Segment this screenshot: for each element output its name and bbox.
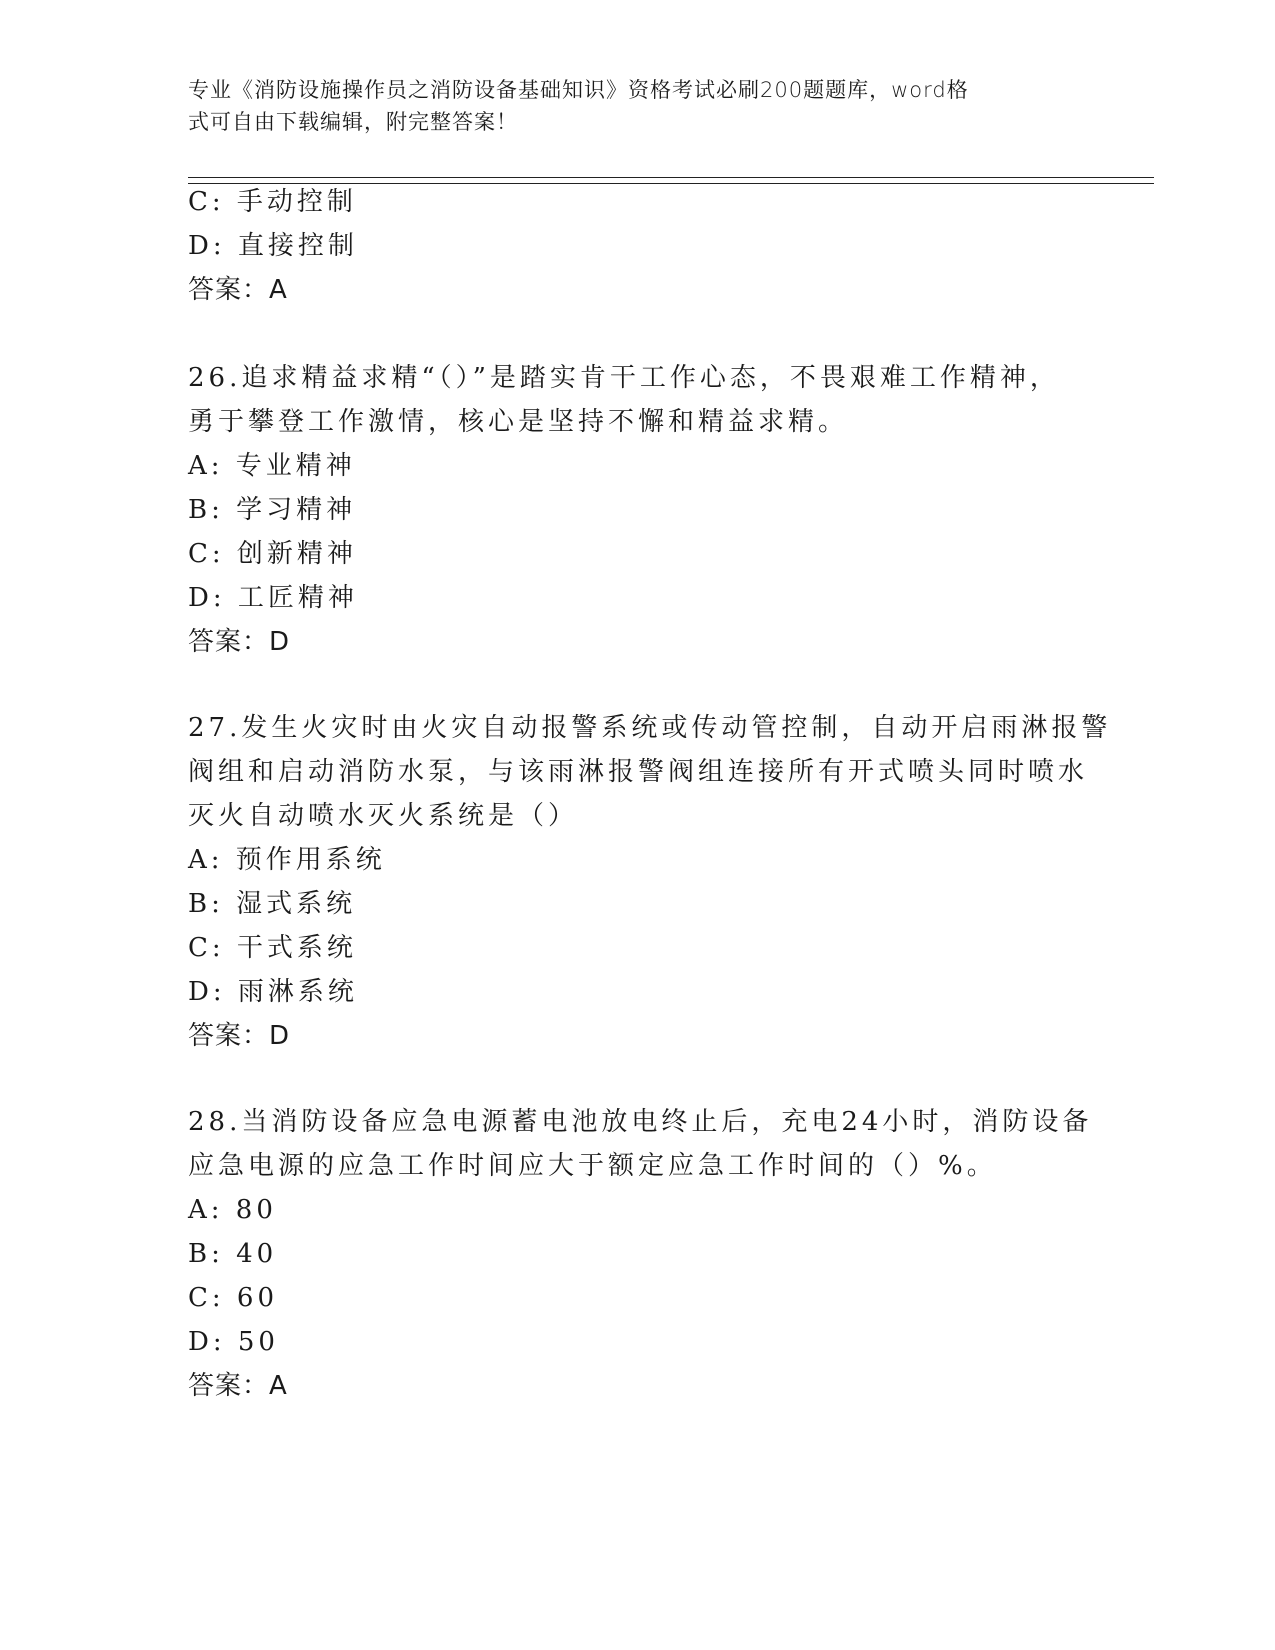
q26-option-c: C: 创新精神 bbox=[188, 539, 357, 569]
header-line-2: 式可自由下载编辑，附完整答案！ bbox=[188, 110, 518, 134]
q26-option-d: D: 工匠精神 bbox=[188, 583, 358, 613]
q28-option-a: A: 80 bbox=[188, 1195, 277, 1225]
q27-stem-line-3: 灭火自动喷水灭火系统是（） bbox=[188, 801, 579, 831]
q28-option-b: B: 40 bbox=[188, 1239, 278, 1269]
q26-stem-line-2: 勇于攀登工作激情，核心是坚持不懈和精益求精。 bbox=[188, 407, 849, 437]
q27-stem-line-1: 27.发生火灾时由火灾自动报警系统或传动管控制，自动开启雨淋报警 bbox=[188, 713, 1112, 743]
q28-stem-line-2: 应急电源的应急工作时间应大于额定应急工作时间的（）%。 bbox=[188, 1151, 997, 1181]
q27-stem-line-2: 阀组和启动消防水泵，与该雨淋报警阀组连接所有开式喷头同时喷水 bbox=[188, 757, 1089, 787]
q27-option-c: C: 干式系统 bbox=[188, 933, 357, 963]
q26-answer: 答案：D bbox=[188, 627, 291, 657]
q28-option-d: D: 50 bbox=[188, 1327, 279, 1357]
q25-option-c: C: 手动控制 bbox=[188, 187, 357, 217]
header-line-1: 专业《消防设施操作员之消防设备基础知识》资格考试必刷200题题库，word格 bbox=[188, 78, 969, 102]
q26-option-b: B: 学习精神 bbox=[188, 495, 357, 525]
q28-option-c: C: 60 bbox=[188, 1283, 279, 1313]
q26-stem-line-1: 26.追求精益求精“（）”是踏实肯干工作心态，不畏艰难工作精神， bbox=[188, 363, 1060, 393]
header-divider-bottom bbox=[188, 183, 1154, 184]
q27-option-b: B: 湿式系统 bbox=[188, 889, 357, 919]
q27-answer: 答案：D bbox=[188, 1021, 291, 1051]
q27-option-a: A: 预作用系统 bbox=[188, 845, 386, 875]
document-header bbox=[188, 74, 1068, 138]
header-divider-top bbox=[188, 177, 1154, 178]
q25-answer: 答案：A bbox=[188, 275, 288, 305]
q27-option-d: D: 雨淋系统 bbox=[188, 977, 358, 1007]
q28-stem-line-1: 28.当消防设备应急电源蓄电池放电终止后，充电24小时，消防设备 bbox=[188, 1107, 1093, 1137]
q28-answer: 答案：A bbox=[188, 1371, 288, 1401]
q26-option-a: A: 专业精神 bbox=[188, 451, 356, 481]
q25-option-d: D: 直接控制 bbox=[188, 231, 358, 261]
